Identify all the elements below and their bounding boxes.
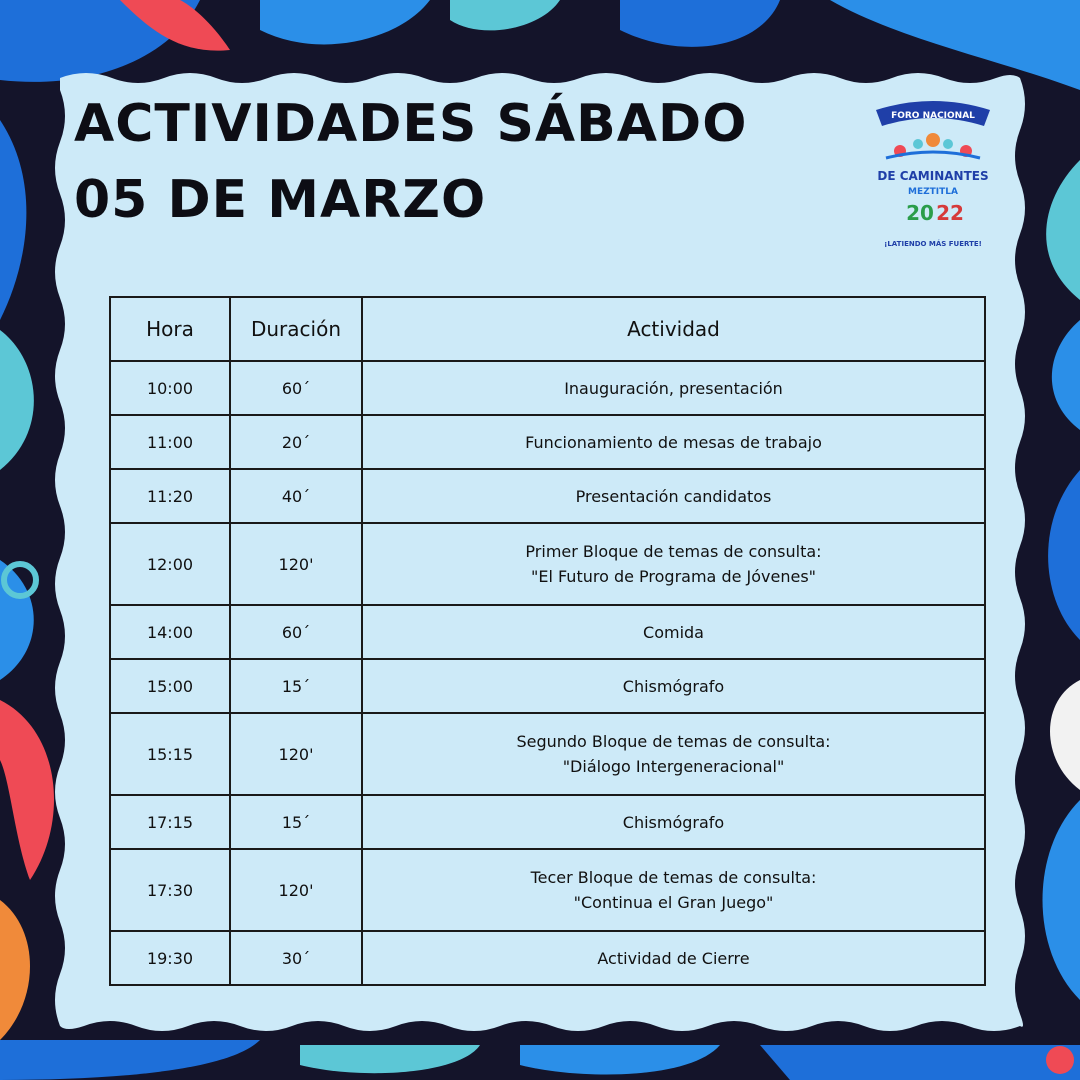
cell-actividad: [362, 659, 985, 713]
cell-duracion: 120': [230, 523, 362, 605]
logo-top-text: FORO NACIONAL: [891, 111, 975, 121]
table-row: [110, 361, 985, 415]
activity-line: Funcionamiento de mesas de trabajo: [525, 432, 822, 452]
foro-caminantes-logo: [866, 96, 1000, 256]
cell-actividad: [362, 605, 985, 659]
cell-duracion: 60´: [230, 605, 362, 659]
cell-duracion: 20´: [230, 415, 362, 469]
activity-line: Segundo Bloque de temas de consulta:: [516, 732, 831, 751]
activity-line: Tecer Bloque de temas de consulta:: [530, 868, 817, 887]
cell-duracion: 120': [230, 713, 362, 795]
cell-hora: 19:30: [110, 931, 230, 985]
table-header-row: [110, 297, 985, 361]
page-title: [74, 86, 747, 238]
cell-hora: 11:00: [110, 415, 230, 469]
header-hora: Hora: [110, 297, 230, 361]
activity-line: Inauguración, presentación: [564, 378, 783, 398]
activity-line: Comida: [643, 622, 704, 642]
schedule-table: [109, 296, 986, 986]
title-line-1: ACTIVIDADES SÁBADO: [74, 94, 748, 154]
logo-mid-text: DE CAMINANTES: [877, 169, 989, 183]
table-row: [110, 931, 985, 985]
table-row: [110, 795, 985, 849]
cell-hora: 17:15: [110, 795, 230, 849]
logo-slogan: ¡LATIENDO MÁS FUERTE!: [884, 240, 982, 248]
cell-duracion: 30´: [230, 931, 362, 985]
table-row: [110, 659, 985, 713]
cell-actividad: [362, 849, 985, 931]
cell-hora: 11:20: [110, 469, 230, 523]
table-row: [110, 713, 985, 795]
header-actividad: Actividad: [362, 297, 985, 361]
activity-line: Primer Bloque de temas de consulta:: [525, 542, 822, 561]
table-row: [110, 523, 985, 605]
activity-line: Chismógrafo: [622, 812, 725, 832]
title-line-2: 05 DE MARZO: [74, 170, 487, 230]
activity-line: Chismógrafo: [622, 676, 725, 696]
cell-actividad: [362, 523, 985, 605]
activity-line: "El Futuro de Programa de Jóvenes": [530, 567, 817, 586]
cell-hora: 17:30: [110, 849, 230, 931]
cell-duracion: 15´: [230, 795, 362, 849]
cell-hora: 15:00: [110, 659, 230, 713]
cell-duracion: 60´: [230, 361, 362, 415]
cell-hora: 12:00: [110, 523, 230, 605]
cell-actividad: [362, 713, 985, 795]
cell-actividad: [362, 361, 985, 415]
cell-duracion: 15´: [230, 659, 362, 713]
table-row: [110, 605, 985, 659]
cell-hora: 14:00: [110, 605, 230, 659]
activity-line: "Diálogo Intergeneracional": [562, 757, 785, 776]
table-row: [110, 469, 985, 523]
logo-year-b: 22: [936, 201, 964, 225]
cell-duracion: 40´: [230, 469, 362, 523]
activity-line: Actividad de Cierre: [597, 948, 750, 968]
header-duracion: Duración: [230, 297, 362, 361]
cell-actividad: [362, 415, 985, 469]
activity-line: "Continua el Gran Juego": [573, 893, 774, 912]
cell-hora: 15:15: [110, 713, 230, 795]
table-row: [110, 415, 985, 469]
cell-hora: 10:00: [110, 361, 230, 415]
logo-year-a: 20: [906, 201, 934, 225]
cell-actividad: [362, 931, 985, 985]
cell-actividad: [362, 469, 985, 523]
table-row: [110, 849, 985, 931]
activity-line: Presentación candidatos: [575, 486, 772, 506]
cell-duracion: 120': [230, 849, 362, 931]
cell-actividad: [362, 795, 985, 849]
logo-place-text: MEZTITLA: [908, 187, 958, 197]
